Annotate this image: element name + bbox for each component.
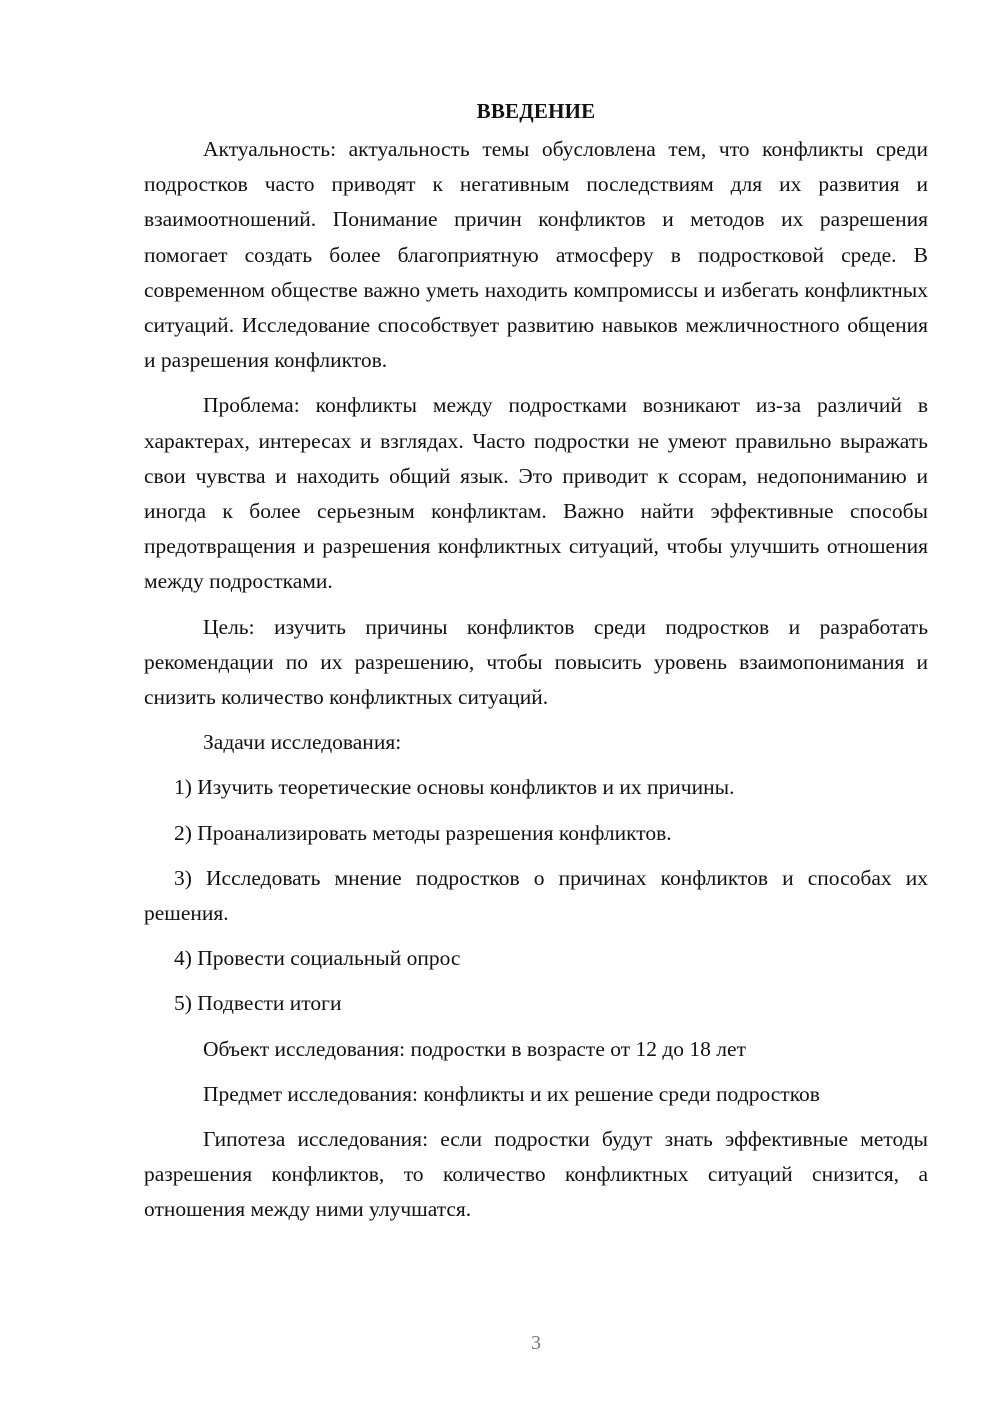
hypothesis-paragraph: Гипотеза исследования: если подростки будут знать эффективные методы разрешения конфликтов, то количество конфликтных ситуаций снизится, а отношения между ними улучшатся. — [144, 1127, 928, 1222]
task-item: 1) Изучить теоретические основы конфликтов и их причины. — [174, 775, 735, 800]
page-content — [144, 94, 928, 1238]
problem-paragraph: Проблема: конфликты между подростками возникают из-за различий в характерах, интересах и взглядах. Часто подростки не умеют правильно выражать свои чувства и находить общий язык. Это приводит к ссорам, недопониманию и иногда к более серьезным конфликтам. Важно найти эффективные способы предотвращения и разрешения конфликтных ситуаций, чтобы улучшить отношения между подростками. — [144, 393, 928, 594]
task-item: 5) Подвести итоги — [174, 991, 342, 1016]
tasks-list — [144, 770, 928, 1021]
section-title: ВВЕДЕНИЕ — [476, 99, 596, 123]
tasks-heading: Задачи исследования: — [203, 730, 402, 755]
task-item: 3) Исследовать мнение подростков о причинах конфликтов и способах их решения. — [144, 865, 928, 926]
page-number: 3 — [531, 1332, 541, 1354]
task-item: 2) Проанализировать методы разрешения конфликтов. — [174, 820, 672, 845]
research-subject: Предмет исследования: конфликты и их решение среди подростков — [203, 1081, 820, 1106]
research-object: Объект исследования: подростки в возрасте от 12 до 18 лет — [203, 1036, 746, 1061]
goal-paragraph: Цель: изучить причины конфликтов среди подростков и разработать рекомендации по их разрешению, чтобы повысить уровень взаимопонимания и снизить количество конфликтных ситуаций. — [144, 614, 928, 710]
relevance-paragraph: Актуальность: актуальность темы обусловлена тем, что конфликты среди подростков часто приводят к негативным последствиям для их развития и взаимоотношений. Понимание причин конфликтов и методов их разрешения помогает создать более благоприятную атмосферу в подростковой среде. В современном обществе важно уметь находить компромиссы и избегать конфликтных ситуаций. Исследование способствует развитию навыков межличностного общения и разрешения конфликтов. — [144, 137, 928, 373]
task-item: 4) Провести социальный опрос — [174, 946, 461, 971]
